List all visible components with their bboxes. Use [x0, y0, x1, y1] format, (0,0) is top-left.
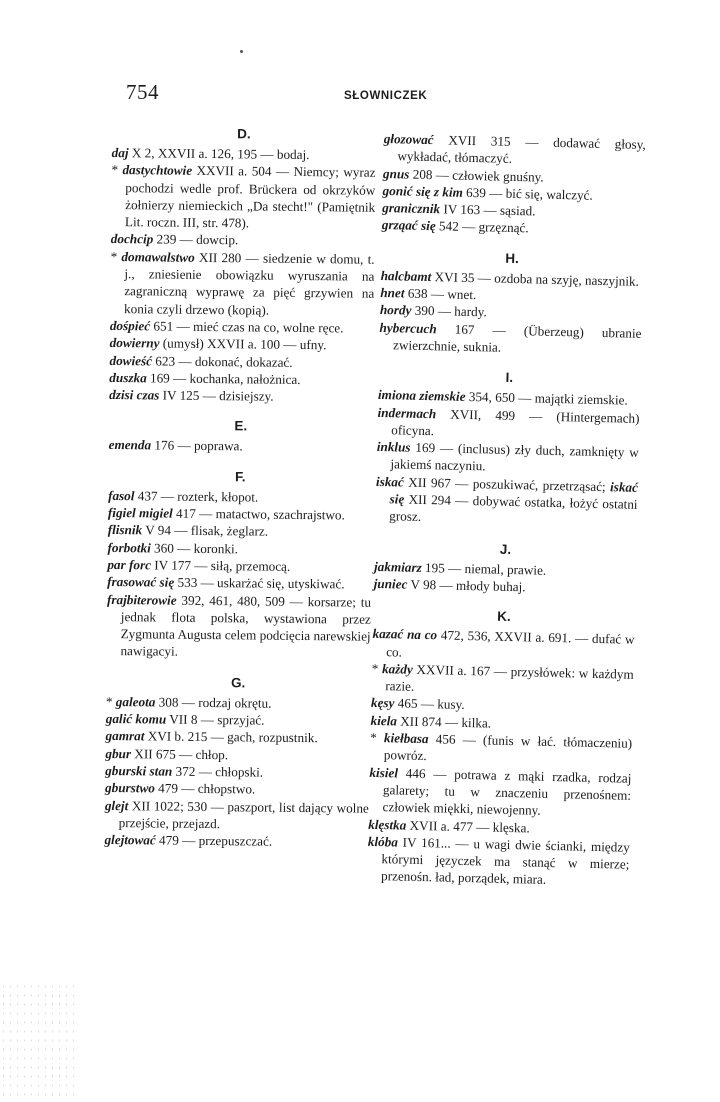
headword: emenda	[108, 437, 152, 453]
headword: dowieść	[109, 352, 153, 368]
definition: 651 — mieć czas na co, wolne ręce.	[150, 318, 344, 336]
definition: XXVII a. 504 — Niemcy; wyraz pochodzi wedle prof. Brückera od okrzyków żołnierzy niemieckich „Da stecht!" (Pamiętnik Lit. roczn. III, str. 478).	[124, 163, 376, 231]
definition: 542 — grzęznąć.	[435, 218, 529, 236]
definition: XVI 35 — ozdoba na szyję, naszyjnik.	[431, 268, 640, 289]
headword: juniec	[373, 575, 408, 592]
definition: 372 — chłopski.	[172, 763, 264, 780]
definition: 623 — dokonać, dokazać.	[151, 352, 293, 370]
definition: XVII a. 477 — klęska.	[406, 817, 530, 835]
section-letter: H.	[505, 250, 520, 266]
headword: gamrat	[105, 728, 145, 744]
headword: dastychtowie	[122, 162, 193, 179]
headword: każdy	[381, 660, 414, 677]
dictionary-entry	[110, 248, 375, 320]
dictionary-entry	[104, 831, 368, 851]
section-letter: K.	[497, 608, 511, 625]
entry-mark: *	[371, 660, 383, 676]
headword: halcbamt	[380, 267, 432, 284]
headword: indermach	[377, 404, 437, 421]
headword: klóba	[367, 833, 399, 850]
headword: galić komu	[105, 710, 167, 727]
headword: kiełbasa	[383, 730, 429, 747]
headword: kęsy	[370, 695, 395, 711]
headword: glejt	[104, 797, 129, 813]
definition: XVI b. 215 — gach, rozpustnik.	[144, 728, 318, 746]
definition: 176 — poprawa.	[151, 437, 243, 454]
headword: gburstwo	[104, 780, 155, 796]
definition: VII 8 — sprzyjać.	[166, 711, 265, 728]
headword: kisiel	[369, 764, 399, 781]
definition: IV 125 — dzisiejszy.	[159, 387, 274, 404]
definition: 472, 536, XXVII a. 691. — dufać w co.	[386, 627, 635, 660]
section-letter: G.	[230, 674, 246, 691]
headword: dochcip	[110, 231, 154, 247]
definition: 167 — (Überzeug) ubranie zwierzchnie, suknia.	[392, 320, 642, 355]
definition: XII 280 — siedzenie w domu, t. j., zniesienie obowiązku wyruszania na zagraniczną wyprawę za pięć grzywien na konia czyli drzewo (kopią).	[123, 249, 375, 318]
headword: iskać się	[389, 478, 639, 507]
headword: flisnik	[107, 522, 143, 538]
headword: par forc	[107, 556, 152, 573]
definition: 195 — niemal, prawie.	[421, 559, 547, 578]
definition: XVII, 499 — (Hintergemach) oficyna.	[391, 405, 640, 439]
headword: głozować	[383, 130, 434, 148]
definition: XII 967 — poszukiwać, przetrząsać;	[403, 474, 611, 494]
headword: granicznik	[382, 200, 441, 217]
headword: grząać się	[381, 217, 436, 234]
definition: XII 874 — kilka.	[396, 713, 492, 731]
entry-mark: *	[111, 162, 123, 178]
dictionary-entry	[370, 729, 633, 770]
headword: gnus	[382, 165, 410, 182]
headword: glejtować	[104, 832, 156, 848]
section-letter: F.	[234, 469, 246, 485]
definition: 479 — przepuszczać.	[155, 832, 273, 849]
headword: daj	[111, 144, 129, 161]
definition: 354, 650 — majątki ziemskie.	[465, 389, 628, 408]
dictionary-entry	[110, 334, 374, 354]
headword: iskać	[375, 473, 405, 490]
headword: jakmiarz	[373, 558, 422, 575]
headword: inklus	[376, 439, 411, 455]
definition: XVII 315 — dodawać głosy, wykładać, tłómaczyć.	[397, 132, 646, 167]
headword: duszka	[109, 369, 147, 386]
definition: IV 163 — sąsiad.	[439, 201, 536, 219]
dictionary-entry	[106, 591, 371, 663]
entry-mark: *	[105, 693, 116, 709]
dictionary-entry	[111, 161, 376, 233]
headword: hordy	[379, 302, 412, 319]
headword: galeota	[115, 693, 156, 710]
dictionary-entry	[376, 438, 639, 479]
headword: domawalstwo	[121, 248, 195, 265]
headword: dowierny	[109, 335, 160, 351]
definition: IV 177 — siłą, przemocą.	[150, 557, 291, 574]
definition: 169 — kochanka, nałożnica.	[146, 370, 301, 387]
paper-speckle	[0, 982, 80, 1102]
definition: 392, 461, 480, 509 — korsarze; tu jednak flota polska, wystawiona przez Zygmunta Augusta celem podcięcia narewskiej nawigacyi.	[120, 592, 372, 660]
dictionary-entry	[371, 660, 634, 701]
definition: 465 — kusy.	[394, 695, 465, 713]
headword: kiela	[370, 712, 398, 729]
dictionary-entry	[106, 727, 370, 747]
definition: XII 294 — dobywać ostatka, łożyć ostatni grosz.	[389, 491, 638, 525]
ink-dot	[240, 50, 243, 53]
definition: XII 675 — chłop.	[130, 745, 229, 762]
headword: gonić się z kim	[382, 182, 464, 200]
dictionary-entry	[383, 130, 646, 171]
headword: gbur	[105, 745, 132, 761]
headword: imiona ziemskie	[377, 387, 466, 405]
definition: 169 — (inclusus) zły duch, zamknięty w jakiemś naczyniu.	[390, 439, 639, 474]
definition: 456 — (funis w łać. tłómaczeniu) powróz.	[383, 731, 633, 764]
definition: 308 — rodzaj okrętu.	[155, 694, 272, 711]
definition: 533 — uskarżać się, utyskiwać.	[174, 574, 345, 592]
headword: hnet	[380, 285, 405, 301]
dictionary-entry	[372, 625, 635, 666]
headword: gburski stan	[105, 762, 173, 779]
dictionary-entry	[368, 763, 631, 821]
definition: 446 — potrawa z mąki rzadka, rodzaj galarety; tu w znaczeniu przenośnem: człowiek miękki, niewojenny.	[382, 765, 632, 818]
definition: 208 — człowiek gnuśny.	[409, 166, 544, 185]
dictionary-entry	[375, 473, 638, 531]
dictionary-entry	[107, 573, 371, 593]
definition: XXVII a. 167 — przysłówek: w każdym razie.	[385, 661, 634, 694]
definition: XII 1022; 530 — paszport, list dający wolne przejście, przejazd.	[118, 797, 369, 831]
definition: IV 161... — u wagi dwie ścianki, między którymi języczek ma stanąć w mierze; przenośn. ład, porządek, miara.	[380, 834, 630, 888]
dictionary-entry	[379, 319, 642, 360]
right-column	[367, 130, 646, 890]
headword: frajbiterowie	[106, 591, 177, 608]
section-letter: E.	[234, 418, 248, 434]
headword: dośpieć	[109, 317, 151, 334]
left-column	[104, 124, 376, 851]
dictionary-entry	[109, 436, 373, 456]
headword: forbotki	[107, 539, 151, 556]
entry-mark: *	[370, 729, 385, 746]
definition: (umysł) XXVII a. 100 — ufny.	[159, 335, 327, 353]
dictionary-entry	[367, 833, 630, 891]
headword: figiel migiel	[107, 505, 173, 521]
headword: dzisi czas	[109, 387, 160, 403]
section-letter: I.	[505, 370, 514, 386]
dictionary-entry	[109, 386, 373, 406]
section-letter: J.	[499, 541, 512, 557]
definition: 479 — chłopstwo.	[154, 780, 256, 797]
headword: klęstka	[368, 816, 407, 833]
definition: V 94 — flisak, żeglarz.	[142, 522, 269, 539]
section-letter: D.	[237, 126, 251, 142]
dictionary-entry	[108, 521, 372, 541]
headword: fasol	[108, 487, 135, 504]
page-number: 754	[126, 80, 159, 104]
definition: V 98 — młody buhaj.	[407, 576, 526, 595]
definition: X 2, XXVII a. 126, 195 — bodaj.	[128, 145, 310, 163]
definition: 437 — rozterk, kłopot.	[134, 488, 259, 505]
dictionary-entry	[105, 779, 369, 799]
definition: 417 — matactwo, szachrajstwo.	[172, 505, 345, 523]
dictionary-entry	[377, 403, 640, 444]
definition: 239 — dowcip.	[153, 231, 239, 248]
definition: 390 — hardy.	[411, 303, 487, 320]
headword: hybercuch	[379, 319, 437, 336]
headword: frasować się	[107, 574, 175, 590]
running-head: SŁOWNICZEK	[344, 90, 428, 102]
entry-mark: *	[110, 248, 122, 264]
definition: 360 — koronki.	[150, 540, 239, 556]
headword: kazać na co	[372, 626, 438, 643]
definition: 639 — bić się, walczyć.	[462, 184, 593, 203]
definition: 638 — wnet.	[404, 285, 477, 303]
dictionary-entry	[105, 796, 369, 833]
